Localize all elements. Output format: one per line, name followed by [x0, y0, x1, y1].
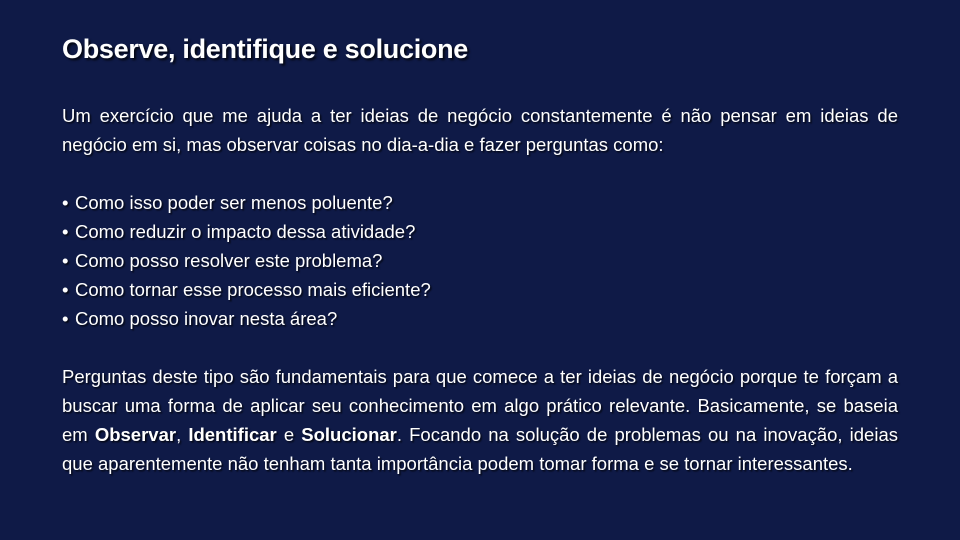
bullet-icon: • [62, 192, 69, 213]
list-item-text: Como tornar esse processo mais eficiente? [75, 279, 431, 300]
closing-text: Perguntas deste tipo são fundamentais para que comece a ter ideias de negócio porque te forçam a buscar uma forma de aplicar seu conhecimento em algo prático relevante. Basicamente, se baseia em [62, 366, 898, 445]
question-list [62, 188, 898, 333]
list-item [62, 188, 898, 217]
list-item [62, 246, 898, 275]
separator-text: , [176, 424, 189, 445]
list-item [62, 217, 898, 246]
bullet-icon: • [62, 308, 69, 329]
keyword-solucionar: Solucionar [301, 424, 397, 445]
closing-text: . Focando na solução de problemas ou na inovação, ideias que aparentemente não tenham tanta importância podem tomar forma e se tornar interessantes. [62, 424, 898, 474]
list-item-text: Como isso poder ser menos poluente? [75, 192, 393, 213]
list-item-text: Como reduzir o impacto dessa atividade? [75, 221, 416, 242]
list-item [62, 275, 898, 304]
slide-content [62, 101, 898, 478]
bullet-icon: • [62, 250, 69, 271]
closing-paragraph [62, 362, 898, 478]
keyword-observar: Observar [94, 424, 177, 445]
slide-title: Observe, identifique e solucione [62, 34, 468, 64]
list-item-text: Como posso resolver este problema? [75, 250, 383, 271]
bullet-icon: • [62, 279, 69, 300]
list-item-text: Como posso inovar nesta área? [75, 308, 338, 329]
separator-text: e [276, 424, 302, 445]
list-item [62, 304, 898, 333]
bullet-icon: • [62, 221, 69, 242]
intro-paragraph: Um exercício que me ajuda a ter ideias de negócio constantemente é não pensar em ideias de negócio em si, mas observar coisas no dia-a-dia e fazer perguntas como: [62, 105, 898, 155]
keyword-identificar: Identificar [188, 424, 277, 445]
